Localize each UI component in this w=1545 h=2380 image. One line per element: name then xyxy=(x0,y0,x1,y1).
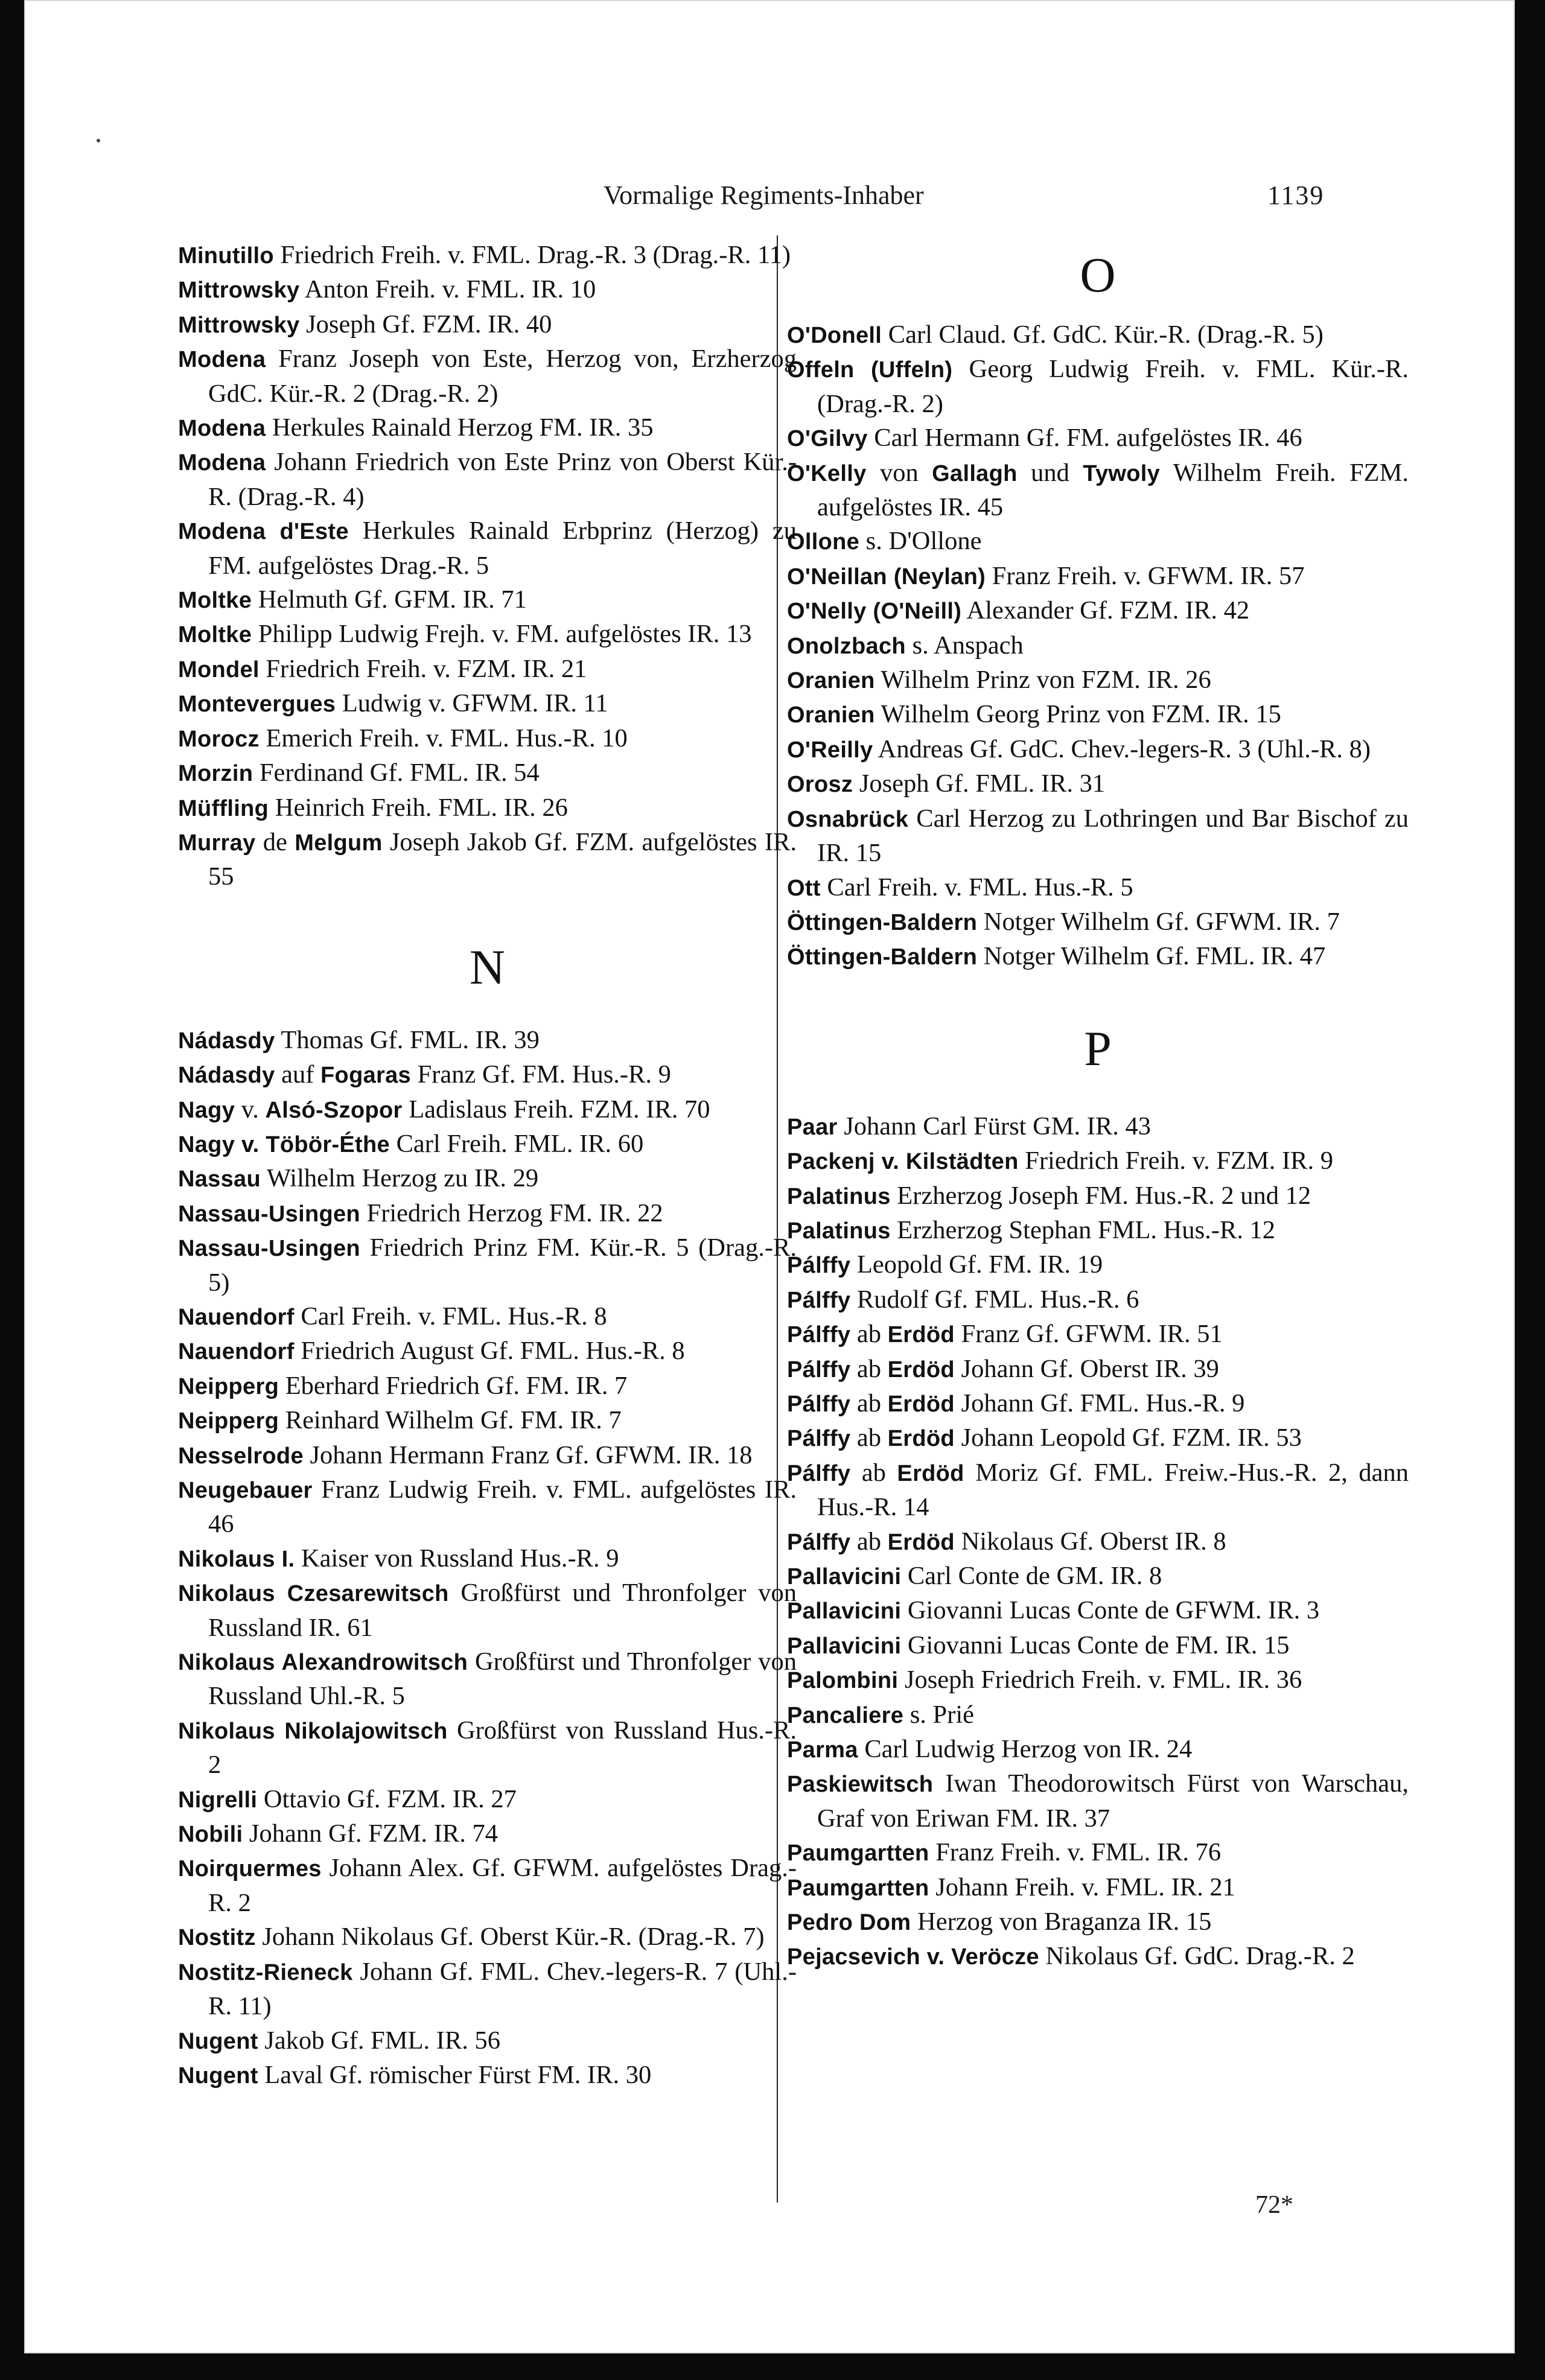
entry-details: Georg Ludwig Freih. v. FML. Kür.-R. (Drag.-R. 2) xyxy=(817,355,1409,418)
entry-name: Pallavicini xyxy=(787,1633,902,1659)
entry-details: Großfürst von Russland Hus.-R. 2 xyxy=(208,1716,797,1780)
entry-name: Offeln (Uffeln) xyxy=(787,357,953,383)
register-entry xyxy=(178,411,797,445)
entry-details: de xyxy=(255,827,295,856)
register-entry xyxy=(178,1058,797,1092)
entry-name: Pálffy xyxy=(787,1357,851,1382)
register-entry xyxy=(178,342,797,411)
entry-name: Pálffy xyxy=(787,1287,851,1313)
register-entry xyxy=(787,352,1409,421)
section-letter-p: P xyxy=(1084,1020,1112,1076)
entry-details: Moriz Gf. FML. Freiw.-Hus.-R. 2, dann Hus.-R. 14 xyxy=(817,1458,1409,1522)
register-entry xyxy=(787,1767,1409,1836)
register-entry xyxy=(787,1456,1409,1525)
entry-name: Erdöd xyxy=(887,1426,955,1452)
entry-name: Modena xyxy=(178,347,266,373)
entry-details: Johann Alex. Gf. GFWM. aufgelöstes Drag.-R. 2 xyxy=(208,1854,797,1917)
register-entry xyxy=(787,1871,1409,1905)
entry-name: Pálffy xyxy=(787,1460,851,1486)
entry-name: Alsó-Szopor xyxy=(265,1097,403,1123)
entry-name: Minutillo xyxy=(178,243,274,269)
entry-name: Pálffy xyxy=(787,1391,851,1417)
register-entry xyxy=(178,273,797,307)
entry-name: Neipperg xyxy=(178,1373,279,1399)
running-header xyxy=(24,180,1515,222)
register-entry xyxy=(787,524,1409,559)
entry-details: Jakob Gf. FML. IR. 56 xyxy=(258,2026,501,2055)
register-entry xyxy=(787,1629,1409,1663)
register-entry xyxy=(178,756,797,791)
entry-name: Nikolaus I. xyxy=(178,1546,295,1572)
entry-name: Nauendorf xyxy=(178,1339,295,1365)
left-column xyxy=(178,238,797,2093)
entry-name: Nassau-Usingen xyxy=(178,1236,360,1262)
register-entry xyxy=(178,652,797,687)
entry-details: und xyxy=(1017,458,1083,487)
entry-details: Eberhard Friedrich Gf. FM. IR. 7 xyxy=(279,1371,628,1400)
entry-name: Palatinus xyxy=(787,1218,891,1244)
entry-details: Helmuth Gf. GFM. IR. 71 xyxy=(252,585,527,614)
entry-details: Johann Freih. v. FML. IR. 21 xyxy=(929,1872,1235,1901)
register-entry xyxy=(178,1955,797,2024)
entry-details: Kaiser von Russland Hus.-R. 9 xyxy=(295,1544,619,1573)
entry-name: Packenj v. Kilstädten xyxy=(787,1149,1019,1175)
register-entry xyxy=(787,421,1409,456)
entry-details: Ferdinand Gf. FML. IR. 54 xyxy=(253,759,540,788)
entry-details: Emerich Freih. v. FML. Hus.-R. 10 xyxy=(259,724,628,752)
entry-details: Nikolaus Gf. Oberst IR. 8 xyxy=(954,1527,1226,1556)
entry-details: Alexander Gf. FZM. IR. 42 xyxy=(961,596,1250,625)
entry-details: Wilhelm Herzog zu IR. 29 xyxy=(261,1164,539,1193)
register-entry xyxy=(178,1645,797,1714)
entry-name: Nagy xyxy=(178,1097,235,1123)
register-entry xyxy=(178,2058,797,2093)
entry-name: Orosz xyxy=(787,772,853,798)
entry-name: Modena xyxy=(178,450,266,476)
entry-name: Pancaliere xyxy=(787,1702,904,1728)
entry-details: Wilhelm Freih. FZM. aufgelöstes IR. 45 xyxy=(817,458,1409,522)
entry-name: Pallavicini xyxy=(787,1599,902,1624)
entry-details: ab xyxy=(850,1320,888,1349)
entry-details: ab xyxy=(850,1389,888,1418)
paper-speck xyxy=(97,139,100,142)
register-entry xyxy=(178,2024,797,2058)
entry-details: s. Anspach xyxy=(905,631,1024,660)
entry-details: Johann Nikolaus Gf. Oberst Kür.-R. (Drag.-R. 7) xyxy=(255,1923,765,1952)
register-entry xyxy=(178,1542,797,1576)
register-entry xyxy=(178,445,797,514)
entry-name: Paar xyxy=(787,1114,838,1140)
entry-name: Neugebauer xyxy=(178,1478,313,1503)
entry-details: ab xyxy=(850,1458,897,1487)
register-entry xyxy=(787,940,1409,974)
entry-details: Franz Freih. v. GFWM. IR. 57 xyxy=(986,561,1305,590)
register-entry xyxy=(178,1231,797,1300)
entry-name: Nauendorf xyxy=(178,1304,295,1330)
entry-details: ab xyxy=(850,1354,888,1383)
entry-name: O'Reilly xyxy=(787,737,873,763)
entry-details: Laval Gf. römischer Fürst FM. IR. 30 xyxy=(258,2060,652,2089)
entry-name: Mittrowsky xyxy=(178,312,300,338)
entry-details: Nikolaus Gf. GdC. Drag.-R. 2 xyxy=(1039,1942,1355,1971)
entry-details: Carl Freih. v. FML. Hus.-R. 8 xyxy=(294,1302,607,1331)
register-entry xyxy=(787,1905,1409,1939)
entry-details: Ottavio Gf. FZM. IR. 27 xyxy=(257,1784,517,1813)
entry-name: Erdöd xyxy=(887,1322,955,1348)
entry-name: Nugent xyxy=(178,2063,258,2089)
entry-name: Öttingen-Baldern xyxy=(787,944,978,970)
entry-details: Johann Gf. FML. Chev.-legers-R. 7 (Uhl.-R. 11) xyxy=(208,1957,797,2021)
entry-details: Franz Ludwig Freih. v. FML. aufgelöstes IR. 46 xyxy=(208,1475,797,1539)
entry-details: ab xyxy=(850,1424,888,1452)
entry-details: Großfürst und Thronfolger von Russland IR. 61 xyxy=(208,1579,797,1642)
register-entry xyxy=(178,1439,797,1473)
entry-details: Anton Freih. v. FML. IR. 10 xyxy=(299,275,596,304)
register-entry xyxy=(178,1093,797,1127)
entry-name: O'Donell xyxy=(787,323,882,348)
entry-name: Gallagh xyxy=(932,460,1018,486)
entry-details: Friedrich Freih. v. FZM. IR. 9 xyxy=(1018,1147,1334,1176)
entry-name: Tywoly xyxy=(1083,460,1161,486)
register-entry xyxy=(787,456,1409,525)
entry-details: Erzherzog Joseph FM. Hus.-R. 2 und 12 xyxy=(890,1181,1311,1210)
entry-name: Nobili xyxy=(178,1822,243,1848)
entry-name: Morocz xyxy=(178,726,260,752)
entry-name: Pálffy xyxy=(787,1322,851,1348)
entry-name: Nagy v. Töbör-Éthe xyxy=(178,1131,390,1157)
register-entry xyxy=(787,1317,1409,1352)
register-entry xyxy=(787,594,1409,628)
entry-details: Giovanni Lucas Conte de GFWM. IR. 3 xyxy=(901,1596,1320,1625)
entry-details: Joseph Jakob Gf. FZM. aufgelöstes IR. 55 xyxy=(208,827,797,891)
entry-details: Franz Gf. GFWM. IR. 51 xyxy=(954,1320,1223,1349)
page xyxy=(24,0,1515,2353)
register-entry xyxy=(178,826,797,894)
register-entry xyxy=(787,1698,1409,1732)
entry-name: O'Nelly (O'Neill) xyxy=(787,599,962,625)
entry-name: Pedro Dom xyxy=(787,1910,911,1936)
entry-details: Friedrich Prinz FM. Kür.-R. 5 (Drag.-R. 5) xyxy=(208,1233,797,1297)
entry-name: Fogaras xyxy=(320,1063,411,1089)
entry-name: Nassau-Usingen xyxy=(178,1201,360,1227)
entry-details: Johann Carl Fürst GM. IR. 43 xyxy=(837,1112,1152,1141)
entry-details: Reinhard Wilhelm Gf. FM. IR. 7 xyxy=(279,1406,622,1435)
entry-details: Joseph Friedrich Freih. v. FML. IR. 36 xyxy=(898,1666,1302,1694)
entry-name: Nigrelli xyxy=(178,1787,258,1813)
register-entry xyxy=(178,1920,797,1955)
entry-details: Carl Herzog zu Lothringen und Bar Bischof zu IR. 15 xyxy=(817,804,1409,868)
register-entry xyxy=(787,1594,1409,1628)
register-entry xyxy=(787,905,1409,940)
entry-details: Wilhelm Georg Prinz von FZM. IR. 15 xyxy=(874,700,1281,729)
entry-name: Neipperg xyxy=(178,1408,279,1434)
entry-name: Mondel xyxy=(178,657,260,682)
entry-details: Ludwig v. GFWM. IR. 11 xyxy=(336,689,608,718)
header-title: Vormalige Regiments-Inhaber xyxy=(604,180,924,210)
entry-details: Johann Hermann Franz Gf. GFWM. IR. 18 xyxy=(303,1440,753,1469)
register-entry xyxy=(787,1732,1409,1767)
register-entry xyxy=(178,1127,797,1162)
entry-name: Modena xyxy=(178,416,266,442)
register-entry xyxy=(178,583,797,617)
right-column xyxy=(787,238,1409,1974)
register-entry xyxy=(178,1023,797,1058)
entry-name: Pejacsevich v. Veröcze xyxy=(787,1944,1039,1970)
entry-name: Palatinus xyxy=(787,1183,891,1209)
register-entry xyxy=(178,1576,797,1645)
register-entry xyxy=(178,722,797,756)
entry-name: O'Gilvy xyxy=(787,426,868,452)
entry-name: Nikolaus Czesarewitsch xyxy=(178,1581,449,1607)
entry-name: O'Kelly xyxy=(787,460,867,486)
entry-name: Öttingen-Baldern xyxy=(787,909,978,935)
entry-name: Nádasdy xyxy=(178,1028,275,1054)
register-entry xyxy=(178,617,797,652)
entry-name: Nassau xyxy=(178,1166,261,1192)
register-entry xyxy=(787,1387,1409,1421)
entry-details: Carl Ludwig Herzog von IR. 24 xyxy=(858,1735,1193,1764)
entry-name: Pálffy xyxy=(787,1426,851,1452)
entry-name: Nostitz-Rieneck xyxy=(178,1959,353,1985)
entry-details: Franz Freih. v. FML. IR. 76 xyxy=(929,1838,1222,1867)
register-entry xyxy=(178,1817,797,1851)
entry-details: Joseph Gf. FZM. IR. 40 xyxy=(299,310,552,339)
entry-details: Johann Gf. Oberst IR. 39 xyxy=(954,1354,1219,1383)
entry-name: Mittrowsky xyxy=(178,278,300,304)
entry-name: Ott xyxy=(787,875,821,901)
entry-name: Nikolaus Nikolajowitsch xyxy=(178,1718,448,1744)
entry-name: Noirquermes xyxy=(178,1856,322,1882)
entry-details: Franz Joseph von Este, Herzog von, Erzherzog GdC. Kür.-R. 2 (Drag.-R. 2) xyxy=(208,345,797,408)
entry-name: Nesselrode xyxy=(178,1443,304,1469)
entry-details: Friedrich Herzog FM. IR. 22 xyxy=(360,1198,663,1227)
register-entry xyxy=(787,1836,1409,1870)
register-entry xyxy=(178,308,797,342)
entry-name: Nikolaus Alexandrowitsch xyxy=(178,1650,468,1676)
entry-details: v. xyxy=(235,1095,266,1124)
entry-details: Notger Wilhelm Gf. GFWM. IR. 7 xyxy=(977,907,1340,936)
entry-name: Oranien xyxy=(787,668,875,694)
entry-name: Moltke xyxy=(178,622,252,648)
entry-details: Carl Hermann Gf. FM. aufgelöstes IR. 46 xyxy=(867,424,1302,453)
register-entry xyxy=(178,514,797,583)
register-entry xyxy=(787,871,1409,905)
section-letter-o: O xyxy=(1080,247,1116,302)
register-entry xyxy=(178,1369,797,1404)
entry-details: Johann Leopold Gf. FZM. IR. 53 xyxy=(954,1424,1302,1452)
register-entry xyxy=(787,767,1409,801)
entry-name: Erdöd xyxy=(887,1357,955,1382)
entry-name: Oranien xyxy=(787,702,875,728)
register-entry xyxy=(178,1404,797,1438)
register-entry xyxy=(787,1283,1409,1317)
register-entry xyxy=(178,1714,797,1783)
register-entry xyxy=(787,1179,1409,1214)
entry-details: Leopold Gf. FM. IR. 19 xyxy=(850,1250,1103,1279)
register-entry xyxy=(787,1352,1409,1387)
register-entry xyxy=(787,733,1409,767)
entry-name: Nádasdy xyxy=(178,1063,275,1089)
entry-details: s. D'Ollone xyxy=(859,527,982,556)
register-entry xyxy=(787,1248,1409,1282)
entry-name: Onolzbach xyxy=(787,633,906,659)
entry-details: ab xyxy=(850,1527,888,1556)
entry-name: Pallavicini xyxy=(787,1564,902,1589)
register-entry xyxy=(178,1851,797,1920)
entry-details: Carl Freih. FML. IR. 60 xyxy=(389,1129,644,1158)
register-entry xyxy=(178,1197,797,1231)
entry-name: Moltke xyxy=(178,588,252,614)
entry-name: Pálffy xyxy=(787,1529,851,1555)
section-letter-n: N xyxy=(469,939,506,994)
entry-details: Notger Wilhelm Gf. FML. IR. 47 xyxy=(977,942,1326,971)
register-entry xyxy=(787,629,1409,663)
entry-name: Pálffy xyxy=(787,1253,851,1279)
entry-name: Ollone xyxy=(787,529,860,555)
entry-details: Iwan Theodorowitsch Fürst von Warschau, Graf von Eriwan FM. IR. 37 xyxy=(817,1769,1409,1833)
entry-details: Friedrich August Gf. FML. Hus.-R. 8 xyxy=(294,1337,685,1366)
register-entry xyxy=(178,791,797,826)
entry-details: s. Prié xyxy=(903,1700,975,1729)
entry-name: Erdöd xyxy=(887,1529,955,1555)
entry-details: Herzog von Braganza IR. 15 xyxy=(911,1908,1212,1936)
entry-details: Carl Freih. v. FML. Hus.-R. 5 xyxy=(820,873,1133,902)
register-entry xyxy=(787,1110,1409,1144)
register-entry xyxy=(178,687,797,721)
register-entry xyxy=(787,1663,1409,1698)
entry-details: von xyxy=(866,458,932,487)
entry-details: Friedrich Freih. v. FML. Drag.-R. 3 (Drag.-R. 11) xyxy=(273,241,791,269)
entry-name: Melgum xyxy=(295,830,383,856)
register-entry xyxy=(787,318,1409,352)
entry-name: Palombini xyxy=(787,1668,899,1694)
entry-details: Thomas Gf. FML. IR. 39 xyxy=(275,1025,540,1054)
entry-name: Morzin xyxy=(178,761,253,787)
entry-details: auf xyxy=(275,1060,321,1089)
entry-name: Paumgartten xyxy=(787,1875,929,1901)
entry-name: Paumgartten xyxy=(787,1841,929,1866)
entry-name: Erdöd xyxy=(897,1460,964,1486)
entry-details: Ladislaus Freih. FZM. IR. 70 xyxy=(402,1095,710,1124)
entry-name: Nugent xyxy=(178,2028,258,2054)
entry-name: Paskiewitsch xyxy=(787,1772,934,1798)
entry-details: Friedrich Freih. v. FZM. IR. 21 xyxy=(259,654,587,683)
entry-details: Johann Gf. FML. Hus.-R. 9 xyxy=(954,1389,1245,1418)
entry-details: Rudolf Gf. FML. Hus.-R. 6 xyxy=(850,1285,1139,1314)
entry-name: O'Neillan (Neylan) xyxy=(787,564,986,590)
register-entry xyxy=(178,238,797,273)
entry-details: Andreas Gf. GdC. Chev.-legers-R. 3 (Uhl.-R. 8) xyxy=(873,734,1371,763)
entry-details: Herkules Rainald Herzog FM. IR. 35 xyxy=(266,413,654,442)
entry-name: Parma xyxy=(787,1737,858,1763)
entry-details: Erzherzog Stephan FML. Hus.-R. 12 xyxy=(890,1215,1276,1244)
register-entry xyxy=(787,663,1409,698)
entry-details: Großfürst und Thronfolger von Russland Uhl.-R. 5 xyxy=(208,1647,797,1711)
register-entry xyxy=(787,559,1409,594)
register-entry xyxy=(178,1162,797,1196)
entry-name: Modena d'Este xyxy=(178,519,349,545)
entry-details: Philipp Ludwig Frejh. v. FM. aufgelöstes IR. 13 xyxy=(252,620,752,649)
register-entry xyxy=(787,698,1409,732)
entry-details: Carl Claud. Gf. GdC. Kür.-R. (Drag.-R. 5) xyxy=(882,320,1324,349)
entry-name: Erdöd xyxy=(887,1391,955,1417)
entry-details: Wilhelm Prinz von FZM. IR. 26 xyxy=(874,666,1211,695)
entry-name: Osnabrück xyxy=(787,806,909,832)
entry-name: Nostitz xyxy=(178,1925,256,1951)
page-number: 1139 xyxy=(1267,180,1325,210)
entry-name: Murray xyxy=(178,830,256,856)
entry-details: Giovanni Lucas Conte de FM. IR. 15 xyxy=(901,1631,1290,1659)
entry-details: Johann Friedrich von Este Prinz von Oberst Kür.-R. (Drag.-R. 4) xyxy=(208,448,797,511)
entry-details: Heinrich Freih. FML. IR. 26 xyxy=(269,793,568,822)
register-entry xyxy=(787,1421,1409,1456)
register-entry xyxy=(787,1144,1409,1179)
register-entry xyxy=(787,1525,1409,1559)
entry-details: Johann Gf. FZM. IR. 74 xyxy=(243,1819,498,1848)
register-entry xyxy=(178,1300,797,1334)
entry-name: Müffling xyxy=(178,795,269,821)
entry-name: Montevergues xyxy=(178,692,336,718)
signature-mark: 72* xyxy=(1255,2191,1293,2219)
register-entry xyxy=(178,1473,797,1542)
register-entry xyxy=(787,1559,1409,1594)
register-entry xyxy=(787,1939,1409,1974)
entry-details: Franz Gf. FM. Hus.-R. 9 xyxy=(410,1060,671,1089)
register-entry xyxy=(178,1783,797,1817)
entry-details: Carl Conte de GM. IR. 8 xyxy=(901,1562,1162,1590)
register-entry xyxy=(178,1334,797,1369)
register-entry xyxy=(787,1214,1409,1248)
register-entry xyxy=(787,802,1409,871)
entry-details: Joseph Gf. FML. IR. 31 xyxy=(853,769,1106,798)
entry-details: Herkules Rainald Erbprinz (Herzog) zu FM. aufgelöstes Drag.-R. 5 xyxy=(208,517,797,580)
